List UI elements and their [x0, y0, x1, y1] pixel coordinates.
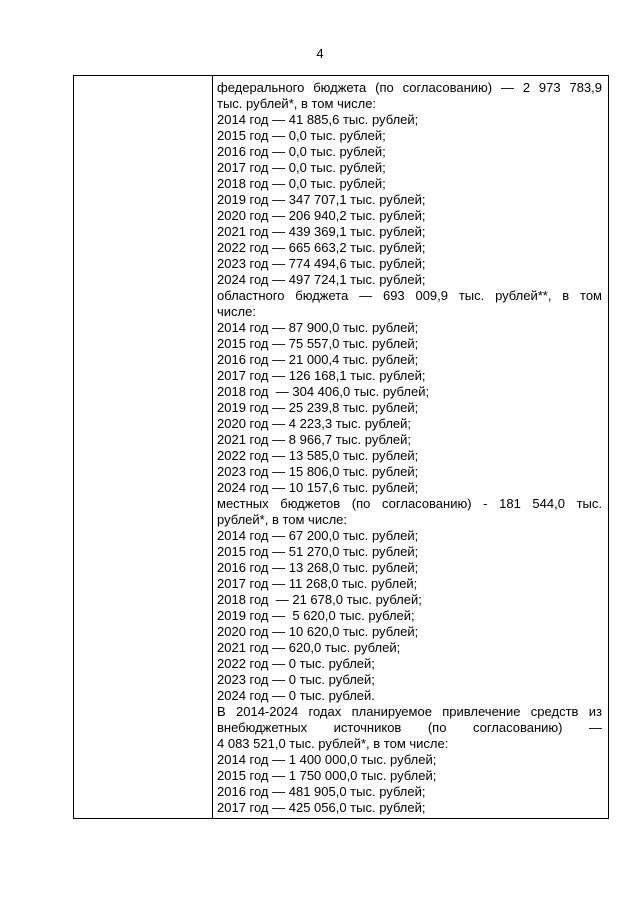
- text-line: 2015 год — 1 750 000,0 тыс. рублей;: [217, 768, 437, 783]
- page-number: 4: [316, 46, 324, 61]
- text-line: 2024 год — 10 157,6 тыс. рублей;: [217, 480, 419, 495]
- text-line: 2017 год — 11 268,0 тыс. рублей;: [217, 576, 418, 591]
- text-line: 2015 год — 0,0 тыс. рублей;: [217, 128, 386, 143]
- text-line: 2014 год — 1 400 000,0 тыс. рублей;: [217, 752, 437, 767]
- text-line: 2019 год — 347 707,1 тыс. рублей;: [217, 192, 426, 207]
- text-line: рублей*, в том числе:: [217, 512, 348, 527]
- text-line: 2023 год — 15 806,0 тыс. рублей;: [217, 464, 419, 479]
- text-line: 2022 год — 13 585,0 тыс. рублей;: [217, 448, 419, 463]
- text-line: 2024 год — 497 724,1 тыс. рублей;: [217, 272, 426, 287]
- text-line: 2023 год — 0 тыс. рублей;: [217, 672, 375, 687]
- text-line: местных бюджетов (по согласованию) - 181 544,0 тыс.: [217, 496, 602, 511]
- text-line: 2015 год — 51 270,0 тыс. рублей;: [217, 544, 419, 559]
- text-line: 2022 год — 0 тыс. рублей;: [217, 656, 375, 671]
- text-line: федерального бюджета (по согласованию) — 2 973 783,9: [217, 80, 602, 95]
- funding-table: [73, 75, 609, 819]
- text-line: 2017 год — 425 056,0 тыс. рублей;: [217, 800, 426, 815]
- text-line: 2017 год — 0,0 тыс. рублей;: [217, 160, 386, 175]
- text-line: 2018 год — 21 678,0 тыс. рублей;: [217, 592, 422, 607]
- column-divider: [212, 76, 213, 818]
- text-line: 2016 год — 481 905,0 тыс. рублей;: [217, 784, 426, 799]
- text-line: 2019 год — 5 620,0 тыс. рублей;: [217, 608, 415, 623]
- text-line: 2018 год — 304 406,0 тыс. рублей;: [217, 384, 430, 399]
- text-line: 2020 год — 206 940,2 тыс. рублей;: [217, 208, 426, 223]
- text-line: В 2014-2024 годах планируемое привлечение средств из: [217, 704, 602, 719]
- text-line: 2014 год — 67 200,0 тыс. рублей;: [217, 528, 419, 543]
- text-line: 2024 год — 0 тыс. рублей.: [217, 688, 375, 703]
- text-line: 2018 год — 0,0 тыс. рублей;: [217, 176, 386, 191]
- text-line: областного бюджета — 693 009,9 тыс. рублей**, в том: [217, 288, 602, 303]
- funding-text-cell: [217, 80, 602, 816]
- text-line: 2021 год — 620,0 тыс. рублей;: [217, 640, 401, 655]
- text-line: 2016 год — 0,0 тыс. рублей;: [217, 144, 386, 159]
- text-line: тыс. рублей*, в том числе:: [217, 96, 377, 111]
- text-line: 2020 год — 10 620,0 тыс. рублей;: [217, 624, 419, 639]
- text-line: 2021 год — 8 966,7 тыс. рублей;: [217, 432, 412, 447]
- text-line: 2016 год — 21 000,4 тыс. рублей;: [217, 352, 419, 367]
- text-line: 2022 год — 665 663,2 тыс. рублей;: [217, 240, 426, 255]
- text-line: числе:: [217, 304, 256, 319]
- text-line: 2014 год — 87 900,0 тыс. рублей;: [217, 320, 419, 335]
- text-line: 2023 год — 774 494,6 тыс. рублей;: [217, 256, 426, 271]
- text-line: 2014 год — 41 885,6 тыс. рублей;: [217, 112, 419, 127]
- text-line: внебюджетных источников (по согласованию) —: [217, 720, 602, 735]
- text-line: 2015 год — 75 557,0 тыс. рублей;: [217, 336, 419, 351]
- text-line: 2019 год — 25 239,8 тыс. рублей;: [217, 400, 419, 415]
- text-line: 2017 год — 126 168,1 тыс. рублей;: [217, 368, 426, 383]
- text-line: 4 083 521,0 тыс. рублей*, в том числе:: [217, 736, 449, 751]
- text-line: 2021 год — 439 369,1 тыс. рублей;: [217, 224, 426, 239]
- text-line: 2016 год — 13 268,0 тыс. рублей;: [217, 560, 419, 575]
- text-line: 2020 год — 4 223,3 тыс. рублей;: [217, 416, 412, 431]
